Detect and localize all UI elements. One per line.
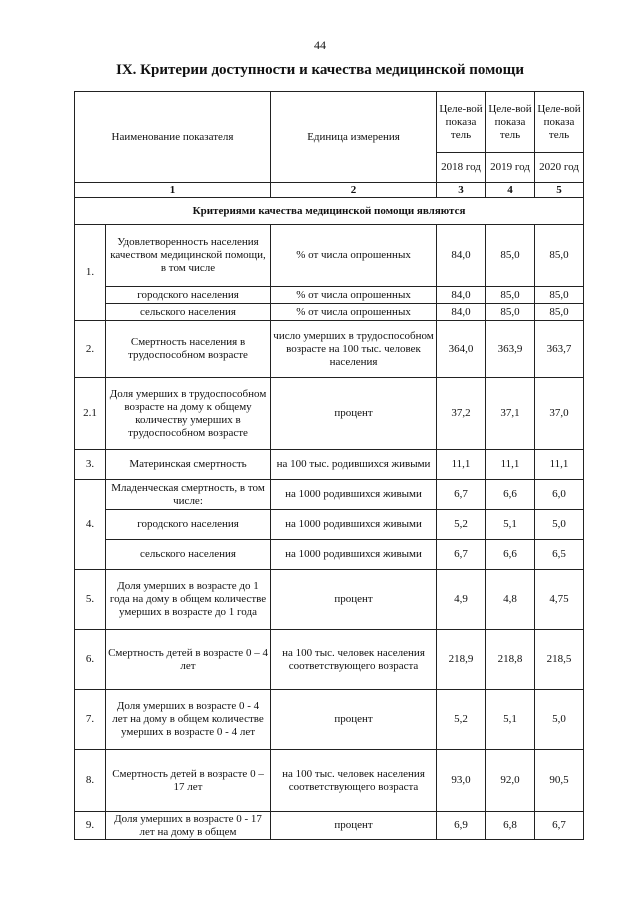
row-name: Материнская смертность [106,450,271,480]
row-name: Смертность детей в возрасте 0 – 17 лет [106,750,271,812]
header-year: 2019 год [486,153,535,183]
page-number: 44 [314,38,326,52]
row-unit: % от числа опрошенных [271,304,437,321]
row-name: городского населения [106,510,271,540]
row-unit: процент [271,378,437,450]
row-value: 5,0 [535,510,584,540]
row-index: 1. [75,225,106,321]
row-name: сельского населения [106,304,271,321]
row-name: Смертность населения в трудоспособном возрасте [106,321,271,378]
row-unit: на 100 тыс. родившихся живыми [271,450,437,480]
row-value: 37,1 [486,378,535,450]
row-unit: число умерших в трудоспособном возрасте на 100 тыс. человек населения [271,321,437,378]
row-value: 6,8 [486,812,535,840]
row-value: 4,8 [486,570,535,630]
row-unit: процент [271,570,437,630]
column-number: 3 [437,183,486,198]
row-index: 3. [75,450,106,480]
row-value: 90,5 [535,750,584,812]
row-value: 11,1 [486,450,535,480]
row-value: 85,0 [535,287,584,304]
row-value: 84,0 [437,287,486,304]
row-index: 9. [75,812,106,840]
row-value: 93,0 [437,750,486,812]
row-value: 11,1 [535,450,584,480]
row-value: 6,7 [437,480,486,510]
row-value: 5,1 [486,510,535,540]
table-row [75,812,584,840]
table-row [75,287,584,304]
table-row [75,570,584,630]
row-value: 5,1 [486,690,535,750]
header-target: Целе-вой показа тель [486,92,535,153]
row-unit: на 1000 родившихся живыми [271,480,437,510]
section-heading: Критериями качества медицинской помощи являются [75,198,584,225]
row-index: 8. [75,750,106,812]
row-value: 85,0 [486,287,535,304]
row-value: 11,1 [437,450,486,480]
row-unit: % от числа опрошенных [271,225,437,287]
row-value: 218,8 [486,630,535,690]
header-target: Целе-вой показа тель [437,92,486,153]
row-index: 2.1 [75,378,106,450]
table-row [75,630,584,690]
row-value: 218,5 [535,630,584,690]
column-number: 4 [486,183,535,198]
row-value: 85,0 [535,304,584,321]
table-row [75,321,584,378]
row-value: 37,2 [437,378,486,450]
row-name: Младенческая смертность, в том числе: [106,480,271,510]
row-index: 6. [75,630,106,690]
column-number: 2 [271,183,437,198]
row-value: 6,6 [486,480,535,510]
row-value: 5,0 [535,690,584,750]
table-row [75,304,584,321]
row-unit: на 100 тыс. человек населения соответствующего возраста [271,630,437,690]
row-name: Доля умерших в трудоспособном возрасте на дому к общему количеству умерших в трудоспособном возрасте [106,378,271,450]
criteria-table [74,91,584,840]
row-index: 4. [75,480,106,570]
row-value: 218,9 [437,630,486,690]
row-name: Смертность детей в возрасте 0 – 4 лет [106,630,271,690]
row-value: 85,0 [535,225,584,287]
row-value: 6,7 [437,540,486,570]
row-name: Удовлетворенность населения качеством медицинской помощи, в том числе [106,225,271,287]
table-row [75,690,584,750]
row-value: 4,75 [535,570,584,630]
row-value: 85,0 [486,304,535,321]
header-unit: Единица измерения [271,92,437,183]
row-value: 364,0 [437,321,486,378]
row-index: 2. [75,321,106,378]
row-value: 363,7 [535,321,584,378]
row-unit: процент [271,690,437,750]
row-index: 7. [75,690,106,750]
header-year: 2018 год [437,153,486,183]
table-row [75,510,584,540]
row-unit: на 1000 родившихся живыми [271,510,437,540]
table-row [75,450,584,480]
table-row [75,540,584,570]
header-name: Наименование показателя [75,92,271,183]
row-unit: процент [271,812,437,840]
row-value: 84,0 [437,304,486,321]
row-value: 4,9 [437,570,486,630]
row-value: 92,0 [486,750,535,812]
row-value: 6,6 [486,540,535,570]
row-value: 363,9 [486,321,535,378]
section-title: IX. Критерии доступности и качества медицинской помощи [116,62,524,78]
row-name: Доля умерших в возрасте 0 - 4 лет на дому в общем количестве умерших в возрасте 0 - 4 лет [106,690,271,750]
table-row [75,225,584,287]
row-value: 5,2 [437,510,486,540]
row-value: 84,0 [437,225,486,287]
row-name: Доля умерших в возрасте до 1 года на дому в общем количестве умерших в возрасте до 1 года [106,570,271,630]
column-number: 1 [75,183,271,198]
row-value: 5,2 [437,690,486,750]
row-value: 85,0 [486,225,535,287]
row-value: 6,9 [437,812,486,840]
table-row [75,378,584,450]
row-value: 6,0 [535,480,584,510]
header-target: Целе-вой показа тель [535,92,584,153]
row-value: 37,0 [535,378,584,450]
row-name: Доля умерших в возрасте 0 - 17 лет на дому в общем [106,812,271,840]
row-value: 6,7 [535,812,584,840]
header-year: 2020 год [535,153,584,183]
row-unit: на 100 тыс. человек населения соответствующего возраста [271,750,437,812]
column-number: 5 [535,183,584,198]
row-unit: % от числа опрошенных [271,287,437,304]
row-value: 6,5 [535,540,584,570]
row-name: городского населения [106,287,271,304]
table-row [75,750,584,812]
row-index: 5. [75,570,106,630]
row-unit: на 1000 родившихся живыми [271,540,437,570]
table-row [75,480,584,510]
row-name: сельского населения [106,540,271,570]
